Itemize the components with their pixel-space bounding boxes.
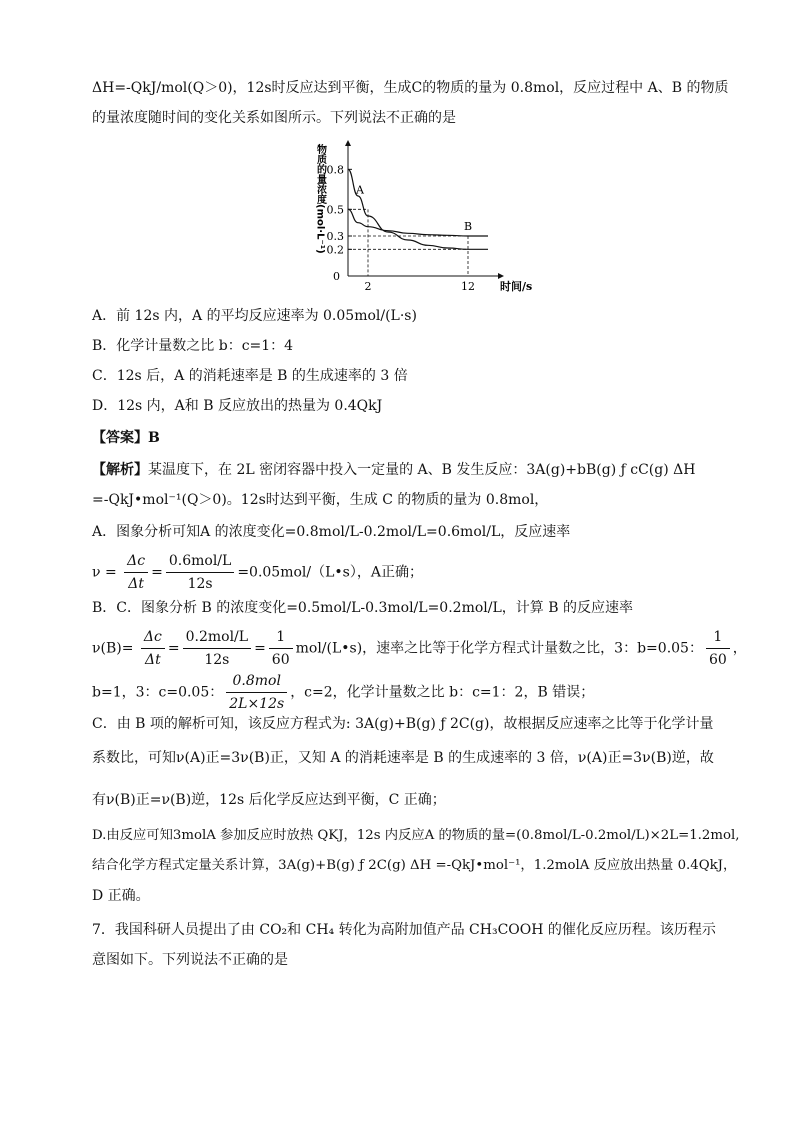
series-line-A	[348, 169, 488, 249]
analysis-d-1: D.由反应可知3molA 参加反应时放热 QKJ，12s 内反应A 的物质的量=(0.8mol/L-0.2mol/L)×2L=1.2mol,	[92, 828, 740, 843]
origin-label: 0	[333, 270, 340, 283]
y-tick-label: 0.8	[326, 163, 344, 177]
y-tick-label: 0.5	[326, 203, 344, 217]
x-axis-arrow	[498, 273, 504, 279]
b-frac-ratio-den: 60	[708, 652, 727, 668]
y-axis-label: 物质的量浓度(mol·L⁻¹)	[314, 144, 326, 254]
b3-rhs: ，c=2，化学计量数之比 b：c=1：2，B 错误；	[290, 684, 595, 701]
question-line-2: 的量浓度随时间的变化关系如图所示。下列说法不正确的是	[92, 110, 456, 126]
b-frac-delta-den: Δt	[145, 652, 161, 668]
b3-frac-num: 0.8mol	[226, 670, 287, 693]
a-frac-value-num: 0.6mol/L	[166, 550, 234, 573]
x-tick-label: 12	[461, 280, 475, 293]
question-7-line-2: 意图如下。下列说法不正确的是	[92, 952, 288, 968]
analysis-intro-1	[92, 460, 695, 480]
analysis-label: 【解析】	[92, 462, 148, 478]
analysis-d-3: D 正确。	[92, 888, 150, 904]
analysis-b-1: B．C．图象分析 B 的浓度变化=0.5mol/L-0.3mol/L=0.2mol/L，计算 B 的反应速率	[92, 600, 633, 616]
a-frac-delta-den: Δt	[128, 576, 144, 592]
analysis-a-1: A．图象分析可知A 的浓度变化=0.8mol/L-0.2mol/L=0.6mol/L，反应速率	[92, 524, 571, 540]
b-frac-value-den: 12s	[204, 652, 230, 668]
b-frac-delta	[141, 626, 165, 671]
analysis-b-2: ν(B)= $\frac{\Delta c}{\Delta t}$ = $\frac{\text{0.2mol/L}}{12s}$ = $\frac{1}{60}$ mol/(L•s)，速率之比等于化学方程式计量数之比，3：b=0.05： $\frac{1}{60}$ ，	[92, 626, 747, 671]
b3-frac	[226, 670, 287, 715]
b-frac-ratio	[706, 626, 730, 671]
b-frac-result-den: 60	[271, 652, 290, 668]
y-tick-label: 0.3	[326, 230, 344, 243]
b-frac-value	[183, 626, 251, 671]
x-axis-label: 时间/s	[500, 280, 533, 293]
analysis-c-1: C．由 B 项的解析可知，该反应方程式为: 3A(g)+B(g) ƒ 2C(g)，故根据反应速率之比等于化学计量	[92, 716, 714, 732]
analysis-intro-2: =-QkJ•mol⁻¹(Q＞0)。12s时达到平衡，生成 C 的物质的量为 0.8mol，	[92, 492, 549, 508]
analysis-c-3: 有ν(B)正=ν(B)逆，12s 后化学反应达到平衡，C 正确；	[92, 792, 446, 808]
analysis-d-2: 结合化学方程式定量关系计算，3A(g)+B(g) ƒ 2C(g) ΔH =-QkJ•mol⁻¹，1.2molA 反应放出热量 0.4QkJ，	[92, 858, 737, 873]
y-axis-arrow	[345, 140, 351, 146]
b-frac-delta-num: Δc	[141, 626, 165, 649]
b-frac-ratio-num: 1	[706, 626, 730, 649]
concentration-time-chart	[300, 136, 533, 296]
b3-lhs: b=1，3：c=0.05：	[92, 684, 224, 701]
b-formula-rhs: mol/(L•s)，速率之比等于化学方程式计量数之比，3：b=0.05：	[295, 640, 703, 657]
analysis-a-2: ν = $\frac{\Delta c}{\Delta t}$ = $\frac{\text{0.6mol/L}}{12s}$ =0.05mol/（L•s），A正确；	[92, 550, 423, 595]
option-b: B．化学计量数之比 b：c=1：4	[92, 338, 294, 354]
answer: 【答案】B	[92, 430, 160, 446]
b-frac-value-num: 0.2mol/L	[183, 626, 251, 649]
x-tick-label: 2	[364, 280, 372, 293]
b-frac-result-num: 1	[269, 626, 293, 649]
a-frac-delta	[124, 550, 148, 595]
question-line-1: ΔH=-QkJ/mol(Q＞0)，12s时反应达到平衡，生成C的物质的量为 0.8mol，反应过程中 A、B 的物质	[92, 80, 729, 96]
option-a: A．前 12s 内，A 的平均反应速率为 0.05mol/(L·s)	[92, 308, 417, 324]
series-label-A: A	[356, 183, 364, 197]
analysis-b-3	[92, 670, 594, 715]
b3-frac-den: 2L×12s	[229, 696, 285, 712]
option-c: C．12s 后，A 的消耗速率是 B 的生成速率的 3 倍	[92, 368, 408, 384]
a-frac-delta-num: Δc	[124, 550, 148, 573]
a-formula-lhs: ν =	[92, 564, 117, 581]
analysis-intro-text: 某温度下，在 2L 密闭容器中投入一定量的 A、B 发生反应：3A(g)+bB(g) ƒ cC(g) ΔH	[148, 462, 696, 478]
y-tick-label: 0.2	[326, 243, 344, 257]
a-frac-value-den: 12s	[187, 576, 213, 592]
analysis-c-2: 系数比，可知ν(A)正=3ν(B)正，又知 A 的消耗速率是 B 的生成速率的 3 倍，ν(A)正=3ν(B)逆，故	[92, 750, 714, 766]
series-label-B: B	[464, 220, 473, 233]
a-frac-value	[166, 550, 234, 595]
b-formula-lhs: ν(B)=	[92, 640, 134, 657]
b-frac-result	[269, 626, 293, 671]
question-7-line-1: 7．我国科研人员提出了由 CO₂和 CH₄ 转化为高附加值产品 CH₃COOH 的催化反应历程。该历程示	[92, 922, 716, 938]
option-d: D．12s 内，A和 B 反应放出的热量为 0.4QkJ	[92, 398, 383, 414]
a-formula-rhs: =0.05mol/（L•s），A正确；	[237, 564, 423, 581]
